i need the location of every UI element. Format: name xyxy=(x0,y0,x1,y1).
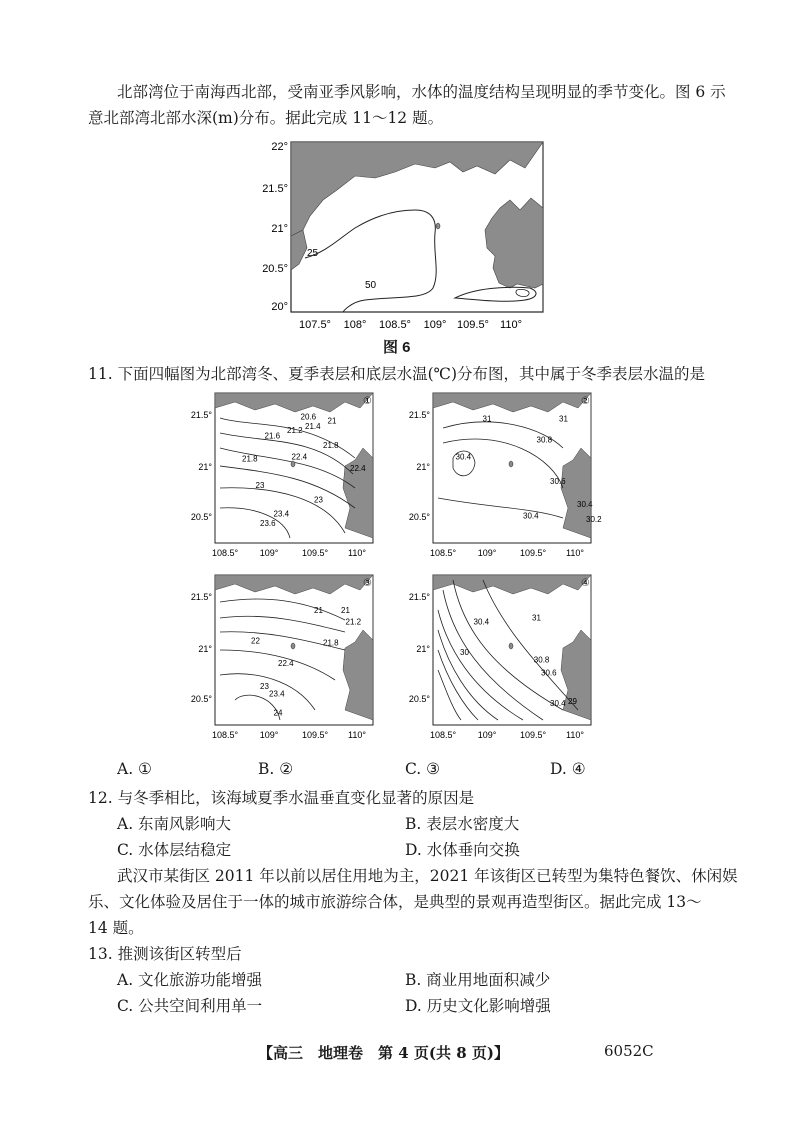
isotherm-label: 22.4 xyxy=(350,463,366,473)
map-xtick: 109.5° xyxy=(519,730,547,740)
q11-stem: 11. 下面四幅图为北部湾冬、夏季表层和底层水温(℃)分布图，其中属于冬季表层水温的是 xyxy=(88,365,706,383)
map-ytick: 20.5° xyxy=(408,694,430,704)
isotherm-label: 30.4 xyxy=(473,617,490,627)
map-xtick: 109° xyxy=(259,548,279,558)
isotherm-label: 31 xyxy=(532,613,541,623)
isotherm-label: 21 xyxy=(341,606,350,615)
map-xtick: 110° xyxy=(566,548,584,558)
isotherm-label: 24 xyxy=(273,708,283,718)
fig6-xtick: 109.5° xyxy=(457,319,489,331)
isotherm-label: 30.4 xyxy=(577,500,593,509)
isotherm-label: 30.4 xyxy=(523,511,539,521)
map-xtick: 109° xyxy=(477,548,497,558)
isotherm-label: 21.6 xyxy=(264,431,281,441)
isotherm-label: 30.8 xyxy=(533,655,550,665)
map-ytick: 21.5° xyxy=(408,410,430,420)
q13-option-d[interactable]: D. 历史文化影响增强 xyxy=(405,997,551,1015)
temperature-map-4 xyxy=(408,570,613,745)
isotherm-label: 21.2 xyxy=(287,425,303,435)
isotherm-label: 30.4 xyxy=(455,452,472,462)
fig6-xtick: 109° xyxy=(423,319,447,331)
map-ytick: 20.5° xyxy=(190,694,212,704)
isotherm-label: 30 xyxy=(460,647,469,657)
map-number: ③ xyxy=(363,578,372,589)
q13-option-b[interactable]: B. 商业用地面积减少 xyxy=(405,971,551,989)
q13-stem: 13. 推测该街区转型后 xyxy=(88,945,242,963)
map-ytick: 20.5° xyxy=(408,512,430,522)
temperature-map-2 xyxy=(408,388,613,563)
map-ytick: 21° xyxy=(416,462,430,472)
map-xtick: 110° xyxy=(348,548,366,558)
map-xtick: 110° xyxy=(566,730,584,740)
contour-label-25: 25 xyxy=(307,248,319,259)
page-footer: 【高三 地理卷 第 4 页(共 8 页)】 xyxy=(258,1044,509,1062)
q12-option-a[interactable]: A. 东南风影响大 xyxy=(117,815,232,833)
isotherm-label: 23 xyxy=(260,682,269,691)
map-number: ④ xyxy=(581,578,590,589)
map-ytick: 21° xyxy=(198,644,212,654)
q11-option-a[interactable]: A. ① xyxy=(117,760,152,778)
isotherm-label: 31 xyxy=(482,414,492,424)
passage2-line-2: 乐、文化体验及居住于一体的城市旅游综合体，是典型的景观再造型街区。据此完成 13～ xyxy=(88,893,702,911)
fig6-xtick: 107.5° xyxy=(299,319,331,331)
isotherm-label: 21.8 xyxy=(323,638,339,648)
isotherm-label: 30.6 xyxy=(550,477,566,487)
map-xtick: 109.5° xyxy=(301,730,329,740)
fig6-xtick: 108° xyxy=(343,319,367,331)
map-xtick: 108.5° xyxy=(429,730,457,740)
intro-line-1: 北部湾位于南海西北部，受南亚季风影响，水体的温度结构呈现明显的季节变化。图 6 示 xyxy=(117,83,726,101)
fig6-xtick: 110° xyxy=(500,319,522,331)
q12-option-c[interactable]: C. 水体层结稳定 xyxy=(117,841,232,859)
map-ytick: 21.5° xyxy=(408,592,430,602)
map-ytick: 20.5° xyxy=(190,512,212,522)
isotherm-label: 23.4 xyxy=(269,689,285,699)
map-xtick: 108.5° xyxy=(211,548,239,558)
temperature-map-3 xyxy=(190,570,395,745)
q11-option-d[interactable]: D. ④ xyxy=(550,760,586,778)
passage2-line-1: 武汉市某街区 2011 年以前以居住用地为主，2021 年该街区已转型为集特色餐饮、休闲娱 xyxy=(117,867,738,885)
fig6-ytick: 21.5° xyxy=(262,183,288,195)
fig6-xtick: 108.5° xyxy=(379,319,411,331)
q13-option-c[interactable]: C. 公共空间利用单一 xyxy=(117,997,263,1015)
isotherm-label: 21.2 xyxy=(345,617,362,627)
map-xtick: 110° xyxy=(348,730,366,740)
q12-option-b[interactable]: B. 表层水密度大 xyxy=(405,815,520,833)
isotherm-label: 22.4 xyxy=(278,659,294,669)
q11-option-b[interactable]: B. ② xyxy=(258,760,294,778)
isotherm-label: 22.4 xyxy=(291,452,308,462)
map-xtick: 108.5° xyxy=(429,548,457,558)
isotherm-label: 21 xyxy=(314,606,323,615)
q11-option-c[interactable]: C. ③ xyxy=(405,760,441,778)
isotherm-label: 21 xyxy=(327,416,337,426)
fig6-ytick: 21° xyxy=(271,223,288,235)
isotherm-label: 30.8 xyxy=(536,435,553,445)
q12-stem: 12. 与冬季相比，该海域夏季水温垂直变化显著的原因是 xyxy=(88,789,475,807)
temperature-map-1 xyxy=(190,388,395,563)
isotherm-label: 23 xyxy=(314,495,323,505)
figure-6-depth-map xyxy=(255,138,565,333)
q13-option-a[interactable]: A. 文化旅游功能增强 xyxy=(117,971,263,989)
isotherm-label: 30.6 xyxy=(541,668,557,678)
isotherm-label: 23.6 xyxy=(260,519,276,528)
map-ytick: 21.5° xyxy=(190,410,212,420)
isotherm-label: 21.8 xyxy=(323,441,339,451)
map-ytick: 21.5° xyxy=(190,592,212,602)
isotherm-label: 21.8 xyxy=(242,454,258,464)
intro-line-2: 意北部湾北部水深(m)分布。据此完成 11～12 题。 xyxy=(88,109,444,127)
passage2-line-3: 14 题。 xyxy=(88,919,144,937)
isotherm-label: 31 xyxy=(559,414,568,424)
contour-label-50: 50 xyxy=(365,280,377,291)
map-xtick: 109° xyxy=(477,730,497,740)
fig6-ytick: 20.5° xyxy=(262,263,288,275)
isotherm-label: 21.4 xyxy=(305,422,321,432)
map-xtick: 109° xyxy=(259,730,279,740)
isotherm-label: 22 xyxy=(251,636,260,646)
paper-code: 6052C xyxy=(604,1042,654,1060)
isotherm-label: 30.2 xyxy=(586,515,602,525)
map-xtick: 109.5° xyxy=(519,548,547,558)
fig6-ytick: 20° xyxy=(271,301,288,313)
isotherm-label: 23.4 xyxy=(273,509,290,519)
isotherm-label: 29 xyxy=(568,697,577,707)
q12-option-d[interactable]: D. 水体垂向交换 xyxy=(405,841,520,859)
map-xtick: 109.5° xyxy=(301,548,329,558)
map-ytick: 21° xyxy=(198,462,212,472)
map-number: ① xyxy=(363,396,372,407)
map-number: ② xyxy=(581,396,590,407)
figure-6-caption: 图 6 xyxy=(383,339,411,356)
isotherm-label: 20.6 xyxy=(300,412,317,422)
map-xtick: 108.5° xyxy=(211,730,239,740)
isotherm-label: 23 xyxy=(255,481,265,490)
fig6-ytick: 22° xyxy=(271,141,288,153)
map-ytick: 21° xyxy=(416,644,430,654)
isotherm-label: 30.4 xyxy=(550,699,566,709)
